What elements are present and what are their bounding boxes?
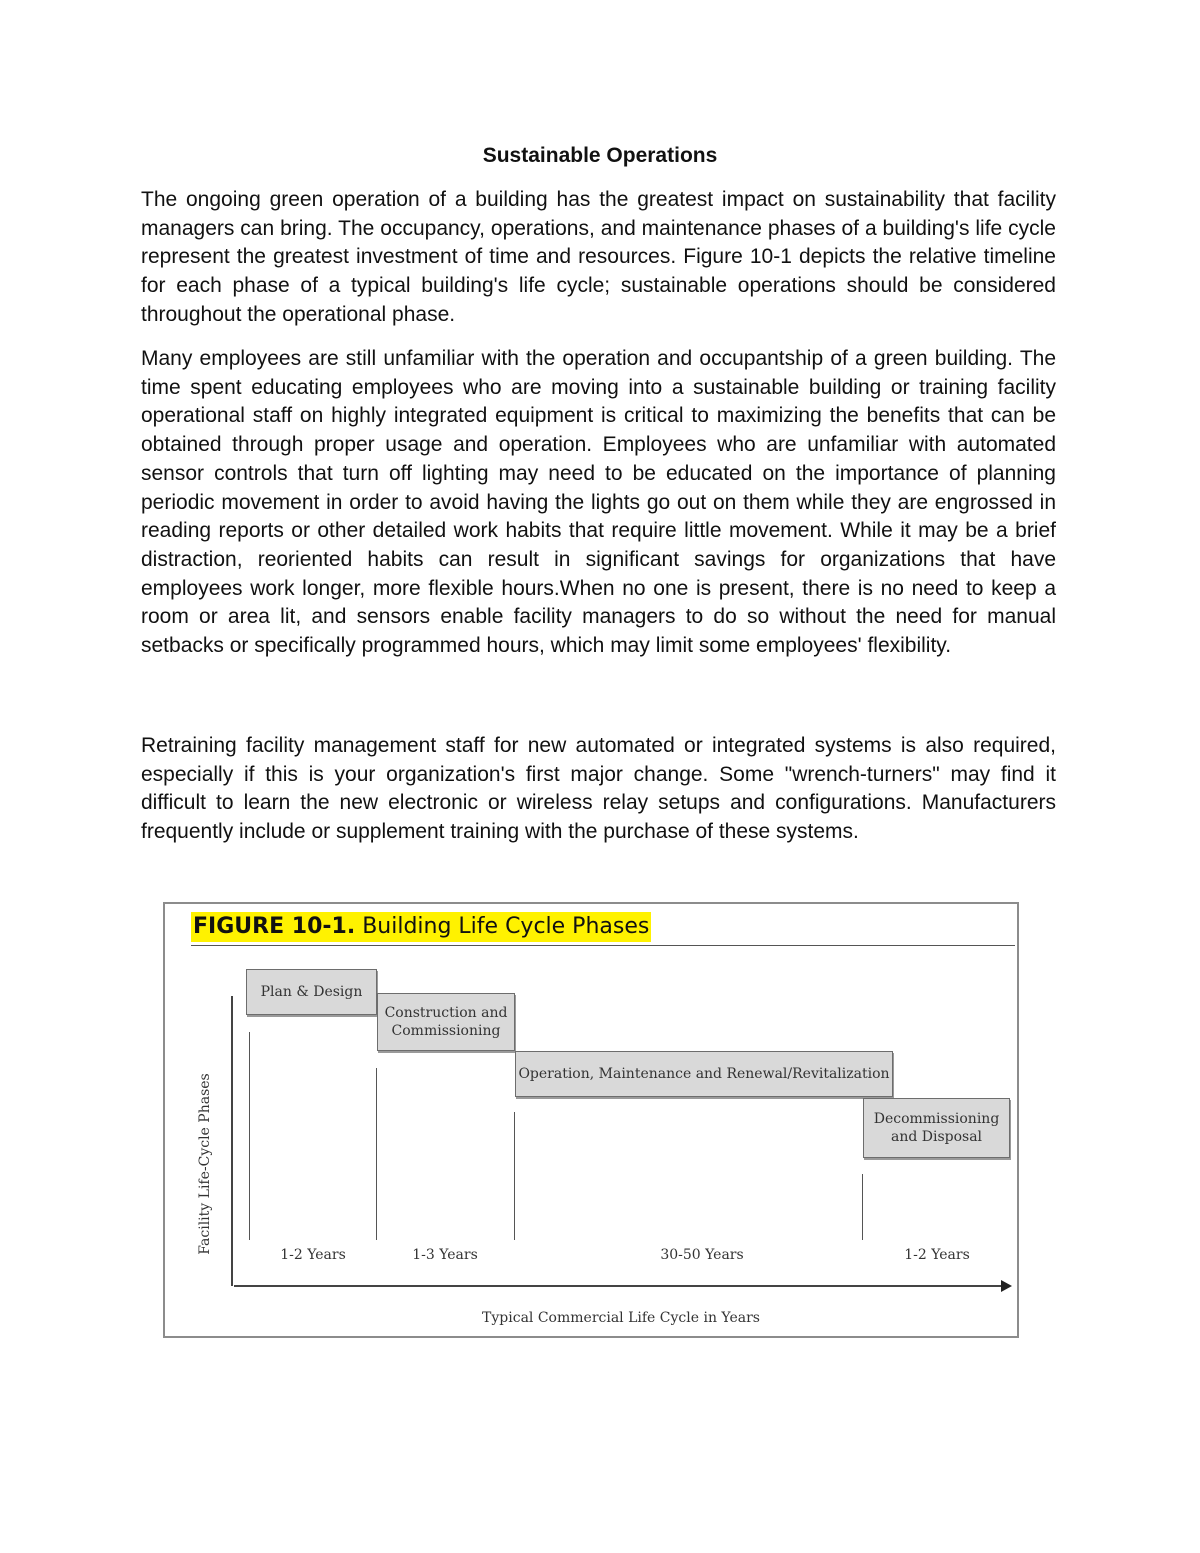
duration-construction: 1-3 Years xyxy=(412,1247,478,1263)
paragraph-3: Retraining facility management staff for new automated or integrated systems is also required, especially if this is your organization's first major change. Some "wrench-turners" may find it difficult to learn the new electronic or wireless relay setups and configurations. Manufacturers frequently include or supplement training with the purchase of these systems. xyxy=(141,734,1056,844)
x-axis-label: Typical Commercial Life Cycle in Years xyxy=(482,1310,760,1326)
duration-decommissioning: 1-2 Years xyxy=(904,1247,970,1263)
phase-plan-design: Plan & Design xyxy=(246,969,377,1015)
figure-title xyxy=(191,912,651,942)
x-axis-arrow-icon xyxy=(1001,1280,1012,1292)
phase-divider-1 xyxy=(249,1032,250,1240)
page-title: Sustainable Operations xyxy=(482,144,718,167)
paragraph-2: Many employees are still unfamiliar with the operation and occupantship of a green building. The time spent educating employees who are moving into a sustainable building or training facility operational staff on highly integrated equipment is critical to maximizing the benefits that can be obtained through proper usage and operation. Employees who are unfamiliar with automated sensor controls that turn off lighting may need to be educated on the importance of planning periodic movement in order to avoid having the lights go out on them while they are engrossed in reading reports or other detailed work habits that require little movement. While it may be a brief distraction, reoriented habits can result in significant savings for organizations that have employees work longer, more flexible hours.When no one is present, there is no need to keep a room or area lit, and sensors enable facility managers to do so without the need for manual setbacks or specifically programmed hours, which may limit some employees' flexibility. xyxy=(141,347,1056,658)
phase-construction-commissioning: Construction and Commissioning xyxy=(377,993,515,1051)
y-axis xyxy=(231,996,233,1286)
figure-title-rule xyxy=(191,945,1015,946)
phase-decommissioning-disposal: Decommissioning and Disposal xyxy=(863,1098,1010,1158)
duration-plan-design: 1-2 Years xyxy=(280,1247,346,1263)
figure-name: Building Life Cycle Phases xyxy=(362,914,650,939)
duration-operation: 30-50 Years xyxy=(660,1247,744,1263)
y-axis-label: Facility Life-Cycle Phases xyxy=(197,1073,213,1255)
phase-divider-4 xyxy=(862,1174,863,1240)
figure-building-life-cycle xyxy=(163,902,1019,1338)
phase-divider-2 xyxy=(376,1068,377,1240)
x-axis xyxy=(234,1285,1004,1287)
phase-operation-maintenance: Operation, Maintenance and Renewal/Revitalization xyxy=(515,1051,893,1097)
figure-number: FIGURE 10-1. xyxy=(193,914,356,939)
paragraph-1: The ongoing green operation of a building has the greatest impact on sustainability that facility managers can bring. The occupancy, operations, and maintenance phases of a building's life cycle represent the greatest investment of time and resources. Figure 10-1 depicts the relative timeline for each phase of a typical building's life cycle; sustainable operations should be considered throughout the operational phase. xyxy=(141,188,1056,326)
phase-divider-3 xyxy=(514,1112,515,1240)
